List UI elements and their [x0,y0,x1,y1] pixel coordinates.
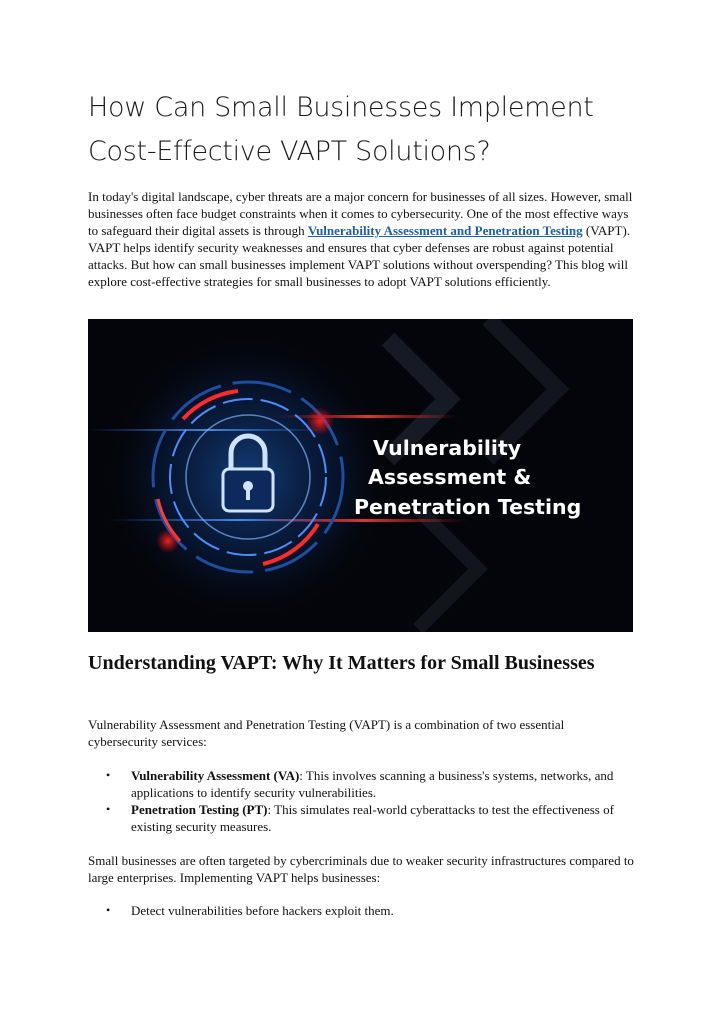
hero-line-1: Vulnerability [373,436,522,460]
service-desc: : This involves scanning a business's systems, networks, and applications to identify security vulnerabilities. [131,768,614,800]
hero-graphic [88,319,633,632]
vapt-definition: Vulnerability Assessment and Penetration Testing (VAPT) is a combination of two essential cybersecurity services: [88,717,565,749]
bullet-icon: • [106,903,111,917]
list-item [88,902,636,919]
hero-image [88,319,633,632]
bullet-icon: • [106,802,111,816]
benefits-list [88,902,636,919]
service-desc: : This simulates real-world cyberattacks to test the effectiveness of existing security measures. [131,802,614,834]
vapt-link[interactable]: Vulnerability Assessment and Penetration Testing [307,223,583,238]
benefit-text: Detect vulnerabilities before hackers exploit them. [131,903,394,918]
list-item [88,801,636,835]
page-title: How Can Small Businesses Implement Cost-Effective VAPT Solutions? [88,92,594,167]
hero-line-2: Assessment & [368,465,532,489]
section-heading: Understanding VAPT: Why It Matters for Small Businesses [88,652,595,674]
bullet-icon: • [106,768,111,782]
intro-text-before: In today's digital landscape, cyber threats are a major concern for businesses of all sizes. However, small businesses often face budget constraints when it comes to cybersecurity. One of the most effective ways to safeguard their digital assets is through [88,189,633,238]
service-term: Penetration Testing (PT) [131,802,268,817]
service-term: Vulnerability Assessment (VA) [131,768,300,783]
services-list [88,767,636,835]
intro-paragraph [88,188,636,290]
intro-text-after: (VAPT). VAPT helps identify security weaknesses and ensures that cyber defenses are robust against potential attacks. But how can small businesses implement VAPT solutions without overspending? This blog will explore cost-effective strategies for small businesses to adopt VAPT solutions efficiently. [88,223,631,289]
targeted-paragraph: Small businesses are often targeted by cybercriminals due to weaker security infrastructures compared to large enterprises. Implementing VAPT helps businesses: [88,853,634,885]
hero-line-3: Penetration Testing [354,495,582,519]
list-item [88,767,636,801]
